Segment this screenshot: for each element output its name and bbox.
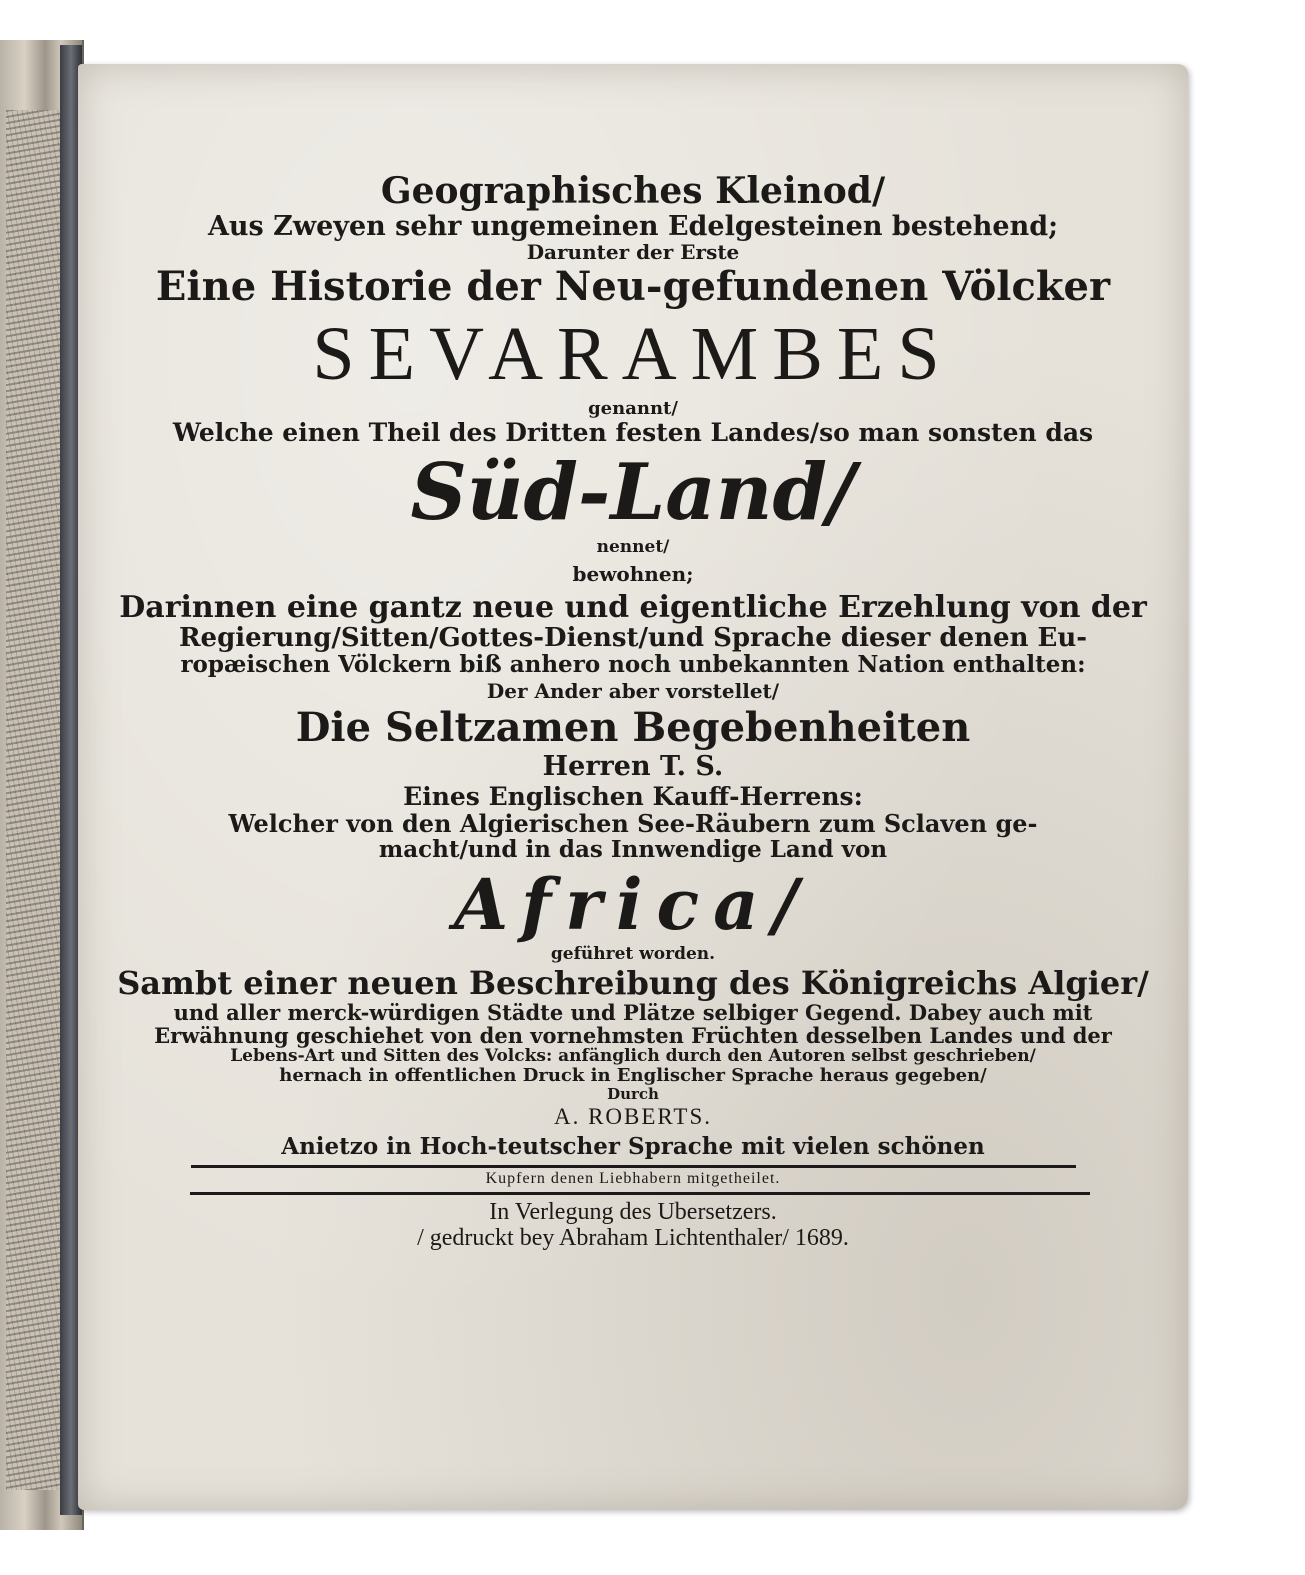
subtitle-line: Aus Zweyen sehr ungemeinen Edelgesteinen bestehend;: [207, 210, 1059, 242]
sued-land-heading: Süd-Land/: [410, 447, 856, 539]
text-line: bewohnen;: [572, 561, 694, 586]
subtitle-line: Eine Historie der Neu-gefundenen Völcker: [155, 263, 1111, 311]
imprint-line: / gedruckt bey Abraham Lichtenthaler/ 1689.: [417, 1225, 849, 1252]
author-name: A. ROBERTS.: [553, 1104, 712, 1130]
text-line: Erwähnung geschiehet von den vornehmsten Früchten desselben Landes und der: [154, 1023, 1112, 1049]
text-line: Der Ander aber vorstellet/: [486, 678, 780, 703]
text-line: hernach in offentlichen Druck in Englischer Sprache heraus gegeben/: [279, 1065, 987, 1087]
title-page-text: [78, 172, 1188, 1251]
engraving-image: [6, 110, 67, 1490]
text-line: ropæischen Völckern biß anhero noch unbekannten Nation enthalten:: [180, 651, 1086, 679]
text-line: geführet worden.: [550, 944, 716, 965]
text-line: Sambt einer neuen Beschreibung des Königreichs Algier/: [117, 964, 1149, 1003]
text-line: und aller merck-würdigen Städte und Plätze selbiger Gegend. Dabey auch mit: [173, 1000, 1093, 1026]
text-line: Welche einen Theil des Dritten festen Landes/so man sonsten das: [172, 417, 1094, 447]
second-part-heading: Die Seltzamen Begebenheiten: [295, 703, 971, 751]
text-line: macht/und in das Innwendige Land von: [378, 836, 888, 864]
text-line: genannt/: [588, 397, 678, 419]
africa-heading: Africa/: [453, 863, 813, 947]
subtitle-line: Darunter der Erste: [526, 240, 740, 265]
text-line: Lebens-Art und Sitten des Volcks: anfänglich durch den Autoren selbst geschrieben/: [230, 1046, 1036, 1067]
main-title: Geographisches Kleinod/: [380, 170, 886, 212]
sevarambes-heading: SEVARAMBES: [312, 312, 954, 397]
text-line: Eines Englischen Kauff-Herrens:: [403, 782, 863, 812]
text-line: Anietzo in Hoch-teutscher Sprache mit vielen schönen: [281, 1132, 985, 1160]
divider-rule: [190, 1192, 1090, 1195]
text-line: Kupfern denen Liebhabern mitgetheilet.: [485, 1170, 781, 1188]
text-line: nennet/: [596, 536, 670, 557]
text-line: Herren T. S.: [542, 750, 724, 782]
text-line: Regierung/Sitten/Gottes-Dienst/und Sprache dieser denen Eu-: [178, 622, 1088, 653]
text-line: Welcher von den Algierischen See-Räubern zum Sclaven ge-: [228, 808, 1038, 838]
divider-rule: [191, 1165, 1076, 1168]
text-line: Durch: [607, 1084, 659, 1103]
title-page: [78, 64, 1188, 1510]
imprint-line: In Verlegung des Ubersetzers.: [489, 1198, 777, 1225]
text-line: Darinnen eine gantz neue und eigentliche Erzehlung von der: [119, 589, 1147, 625]
